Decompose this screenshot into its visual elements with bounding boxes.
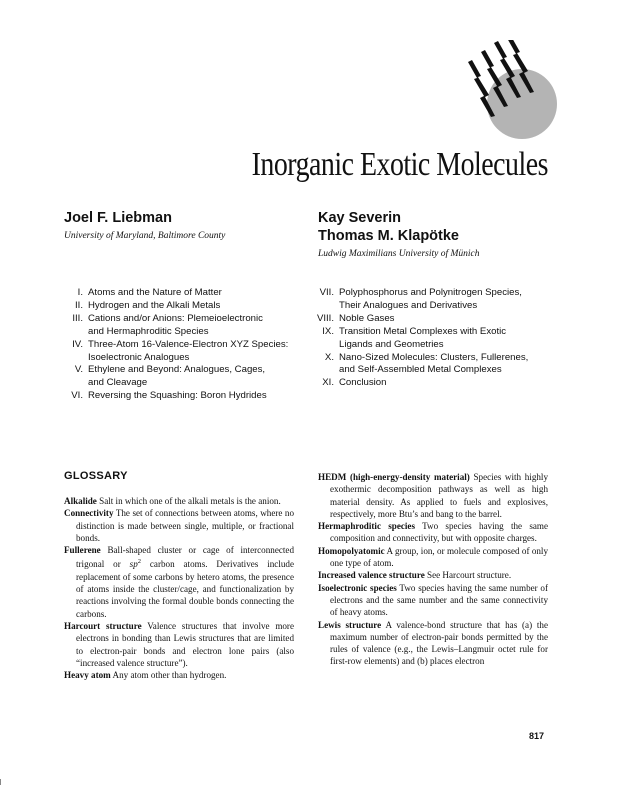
contents-item (64, 300, 314, 313)
contents-item-number: V. (74, 364, 83, 376)
glossary-definition: The set of connections between atoms, where no distinction is made between single, multiple, or fractional bonds. (76, 508, 295, 543)
glossary-term: Harcourt structure (64, 621, 142, 631)
contents-item-label: and Self-Assembled Metal Complexes (339, 364, 502, 376)
glossary-entry (64, 495, 294, 507)
page-title: Inorganic Exotic Molecules (251, 146, 548, 183)
contents-item-label: Ligands and Geometries (339, 338, 444, 350)
glossary-term: Increased valence structure (318, 570, 425, 581)
glossary-entry (318, 619, 548, 668)
glossary-definition: A group, ion, or molecule composed of only one type of atom. (330, 545, 548, 569)
glossary-definition: Valence structures that involve more electrons in bonding than Lewis structures that are limited to electron-pair bonds and electron lone pairs (also “increased valence structure”). (76, 621, 294, 668)
contents-item (308, 352, 558, 378)
contents-item-label: Conclusion (339, 377, 387, 389)
contents-item-number: XI. (322, 377, 334, 389)
contents-item-label: Noble Gases (339, 312, 395, 324)
glossary-entry (318, 545, 548, 570)
contents-item (64, 364, 314, 390)
glossary-term: Hermaphroditic species (318, 521, 416, 532)
glossary-term: Isoelectronic species (318, 582, 397, 593)
contents-item-label: Hydrogen and the Alkali Metals (88, 299, 221, 311)
glossary-definition: Any atom other than hydrogen. (112, 670, 227, 681)
contents-item-number: VIII. (316, 312, 334, 324)
glossary-left-column (64, 495, 294, 681)
contents-item (308, 313, 558, 326)
contents-item-label: Isoelectronic Analogues (88, 351, 190, 363)
glossary-definition: A valence-bond structure that has (a) the maximum number of electron-pair bonds permitted by the rules of valence (e.g., the Lewis–Langmuir octet rule for first-row elements) and (b) places electron (330, 619, 548, 667)
glossary-definition: Species with highly exothermic decomposition pathways as well as high material density. As applied to fuels and explosives, respectively, more Btu’s and bang to the barrel. (330, 472, 549, 519)
glossary-term: Fullerene (64, 545, 101, 556)
contents-item-number: IX. (322, 325, 334, 337)
contents-item (64, 313, 314, 339)
contents-item (308, 377, 558, 390)
contents-right-column (308, 287, 558, 390)
glossary-term: Lewis structure (318, 619, 382, 630)
contents-item (308, 326, 558, 352)
glossary-definition: See Harcourt structure. (427, 570, 512, 581)
contents-item-label: Three-Atom 16-Valence-Electron XYZ Species: (88, 338, 289, 350)
contents-item-number: III. (72, 312, 83, 324)
contents-item-number: VI. (71, 390, 83, 402)
glossary-definition: Salt in which one of the alkali metals is the anion. (99, 496, 281, 506)
contents-item (64, 339, 314, 365)
author-name: Kay Severin (318, 210, 402, 226)
contents-item-label: and Hermaphroditic Species (88, 325, 209, 337)
glossary-entry (64, 669, 294, 681)
contents-item-label: Their Analogues and Derivatives (339, 299, 478, 311)
contents-item-number: X. (324, 351, 334, 363)
glossary-entry (64, 544, 294, 620)
glossary-definition: Two species having the same number of electrons and the same number and the same connectivity of heavy atoms. (330, 582, 549, 618)
author-affiliation: Ludwig Maximilians University of Münich (318, 249, 480, 259)
glossary-entry (64, 620, 294, 669)
contents-item (64, 287, 314, 300)
glossary-superscript: 2 (137, 558, 141, 566)
contents-item-label: Cations and/or Anions: Plemeioelectronic (88, 312, 263, 324)
glossary-entry (318, 471, 548, 520)
glossary-definition: Ball-shaped cluster or cage of interconnected trigonal or (76, 545, 294, 570)
author-affiliation: University of Maryland, Baltimore County (64, 231, 226, 241)
lightning-bolts-over-circle-icon (460, 40, 560, 140)
glossary-term: Heavy atom (64, 670, 111, 681)
glossary-term: Connectivity (64, 508, 114, 519)
contents-item-number: II. (75, 299, 83, 311)
contents-item-label: Transition Metal Complexes with Exotic (339, 325, 507, 337)
glossary-definition: carbon atoms. Derivatives include replacement of some carbons by hetero atoms, the presence of atoms inside the cluster/cage, and functionalization by reactions involving the formal double bonds connecting the carbons. (76, 559, 294, 619)
contents-item-label: and Cleavage (88, 377, 148, 389)
author-name: Joel F. Liebman (64, 210, 172, 226)
glossary-definition-italic: sp (129, 559, 138, 570)
glossary-heading: GLOSSARY (64, 470, 128, 482)
contents-item-label: Nano-Sized Molecules: Clusters, Fullerenes, (339, 351, 529, 363)
contents-item (308, 287, 558, 313)
contents-item-number: I. (77, 287, 83, 298)
contents-item-label: Reversing the Squashing: Boron Hydrides (88, 390, 267, 402)
contents-item-number: VII. (319, 287, 334, 298)
glossary-definition: Two species having the same composition and connectivity, but with opposite charges. (330, 521, 549, 544)
contents-left-column (64, 287, 314, 403)
page-edge-mark (0, 779, 1, 785)
author-name: Thomas M. Klapötke (318, 228, 459, 244)
contents-item (64, 390, 314, 403)
glossary-entry (64, 507, 294, 544)
glossary-term: Homopolyatomic (318, 545, 385, 556)
glossary-entry (318, 569, 548, 581)
glossary-right-column (318, 471, 548, 668)
glossary-entry (318, 582, 548, 619)
contents-item-label: Atoms and the Nature of Matter (88, 287, 222, 298)
contents-item-number: IV. (72, 338, 83, 350)
page-number: 817 (529, 731, 545, 741)
contents-item-label: Ethylene and Beyond: Analogues, Cages, (88, 364, 266, 376)
glossary-entry (318, 520, 548, 545)
glossary-term: Alkalide (64, 496, 97, 506)
glossary-term: HEDM (high-energy-density material) (318, 472, 470, 482)
contents-item-label: Polyphosphorus and Polynitrogen Species, (339, 287, 522, 298)
